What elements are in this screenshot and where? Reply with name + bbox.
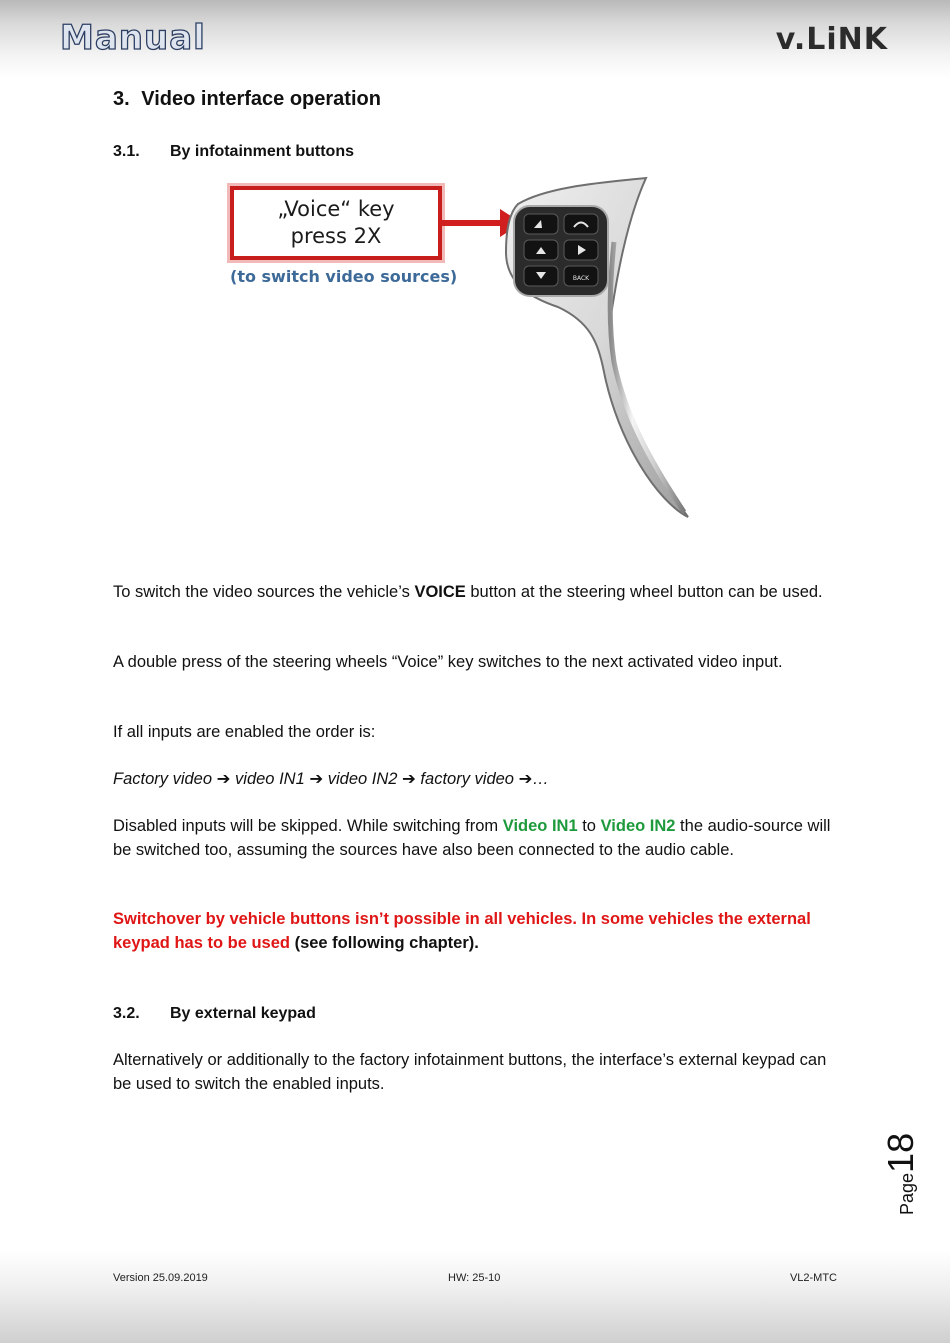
para1-text-2: button at the steering wheel button can be used. <box>465 583 823 601</box>
paragraph-double-press: A double press of the steering wheels “Voice” key switches to the next activated video input. <box>113 653 783 671</box>
para4-text-3: the audio-source will be switched too, assuming the sources have also been connected to the audio cable. <box>113 817 831 859</box>
footer-version: Version 25.09.2019 <box>113 1272 208 1284</box>
video-in2-highlight: Video IN2 <box>600 817 676 835</box>
section-heading <box>113 88 381 111</box>
para4-text-1: Disabled inputs will be skipped. While switching from <box>113 817 503 835</box>
callout-line-2: press 2X <box>290 224 382 248</box>
subsection-title: By external keypad <box>170 1005 316 1022</box>
back-key-label: BACK <box>572 275 590 282</box>
paragraph-voice-button <box>113 581 843 605</box>
arrow-shaft <box>440 220 506 226</box>
footer-band <box>0 1250 950 1343</box>
vlink-logo: v.LiNK <box>775 22 888 57</box>
callout-note: (to switch video sources) <box>230 267 458 286</box>
para4-text-2: to <box>577 817 601 835</box>
warning-paragraph <box>113 908 843 955</box>
paragraph-disabled-inputs <box>113 815 843 862</box>
page-word: Page <box>897 1172 917 1215</box>
paragraph-external-keypad: Alternatively or additionally to the factory infotainment buttons, the interface’s external keypad can be used to switch the enabled inputs. <box>113 1051 827 1093</box>
subsection-number: 3.1. <box>113 143 140 160</box>
section-title: Video interface operation <box>141 88 381 110</box>
footer-model: VL2-MTC <box>789 1272 837 1284</box>
footer-hw: HW: 25-10 <box>448 1272 501 1284</box>
para1-text-1: To switch the video sources the vehicle’s <box>113 583 415 601</box>
warning-reference-text: (see following chapter). <box>289 933 479 952</box>
callout-line-1: „Voice“ key <box>277 197 395 221</box>
video-in1-highlight: Video IN1 <box>502 817 578 835</box>
subsection-heading-3-1 <box>113 143 354 161</box>
manual-logo: Manual <box>60 18 206 58</box>
page-number: 18 <box>880 1132 921 1173</box>
page-number-label <box>880 1133 922 1215</box>
header-band <box>0 0 950 78</box>
steering-wheel-spoke-image <box>498 172 698 522</box>
section-number: 3. <box>113 88 130 110</box>
subsection-heading-3-2 <box>113 1005 316 1023</box>
paragraph-order-intro: If all inputs are enabled the order is: <box>113 723 376 741</box>
warning-red-text: Switchover by vehicle buttons isn’t possible in all vehicles. In some vehicles the external keypad has to be used <box>113 910 811 952</box>
subsection-number: 3.2. <box>113 1005 140 1022</box>
input-sequence: Factory video ➔ video IN1 ➔ video IN2 ➔ factory video ➔… <box>113 770 549 788</box>
phone-key <box>564 214 598 234</box>
para1-voice-bold: VOICE <box>414 583 466 601</box>
subsection-title: By infotainment buttons <box>170 143 354 160</box>
voice-key-callout <box>230 186 442 260</box>
